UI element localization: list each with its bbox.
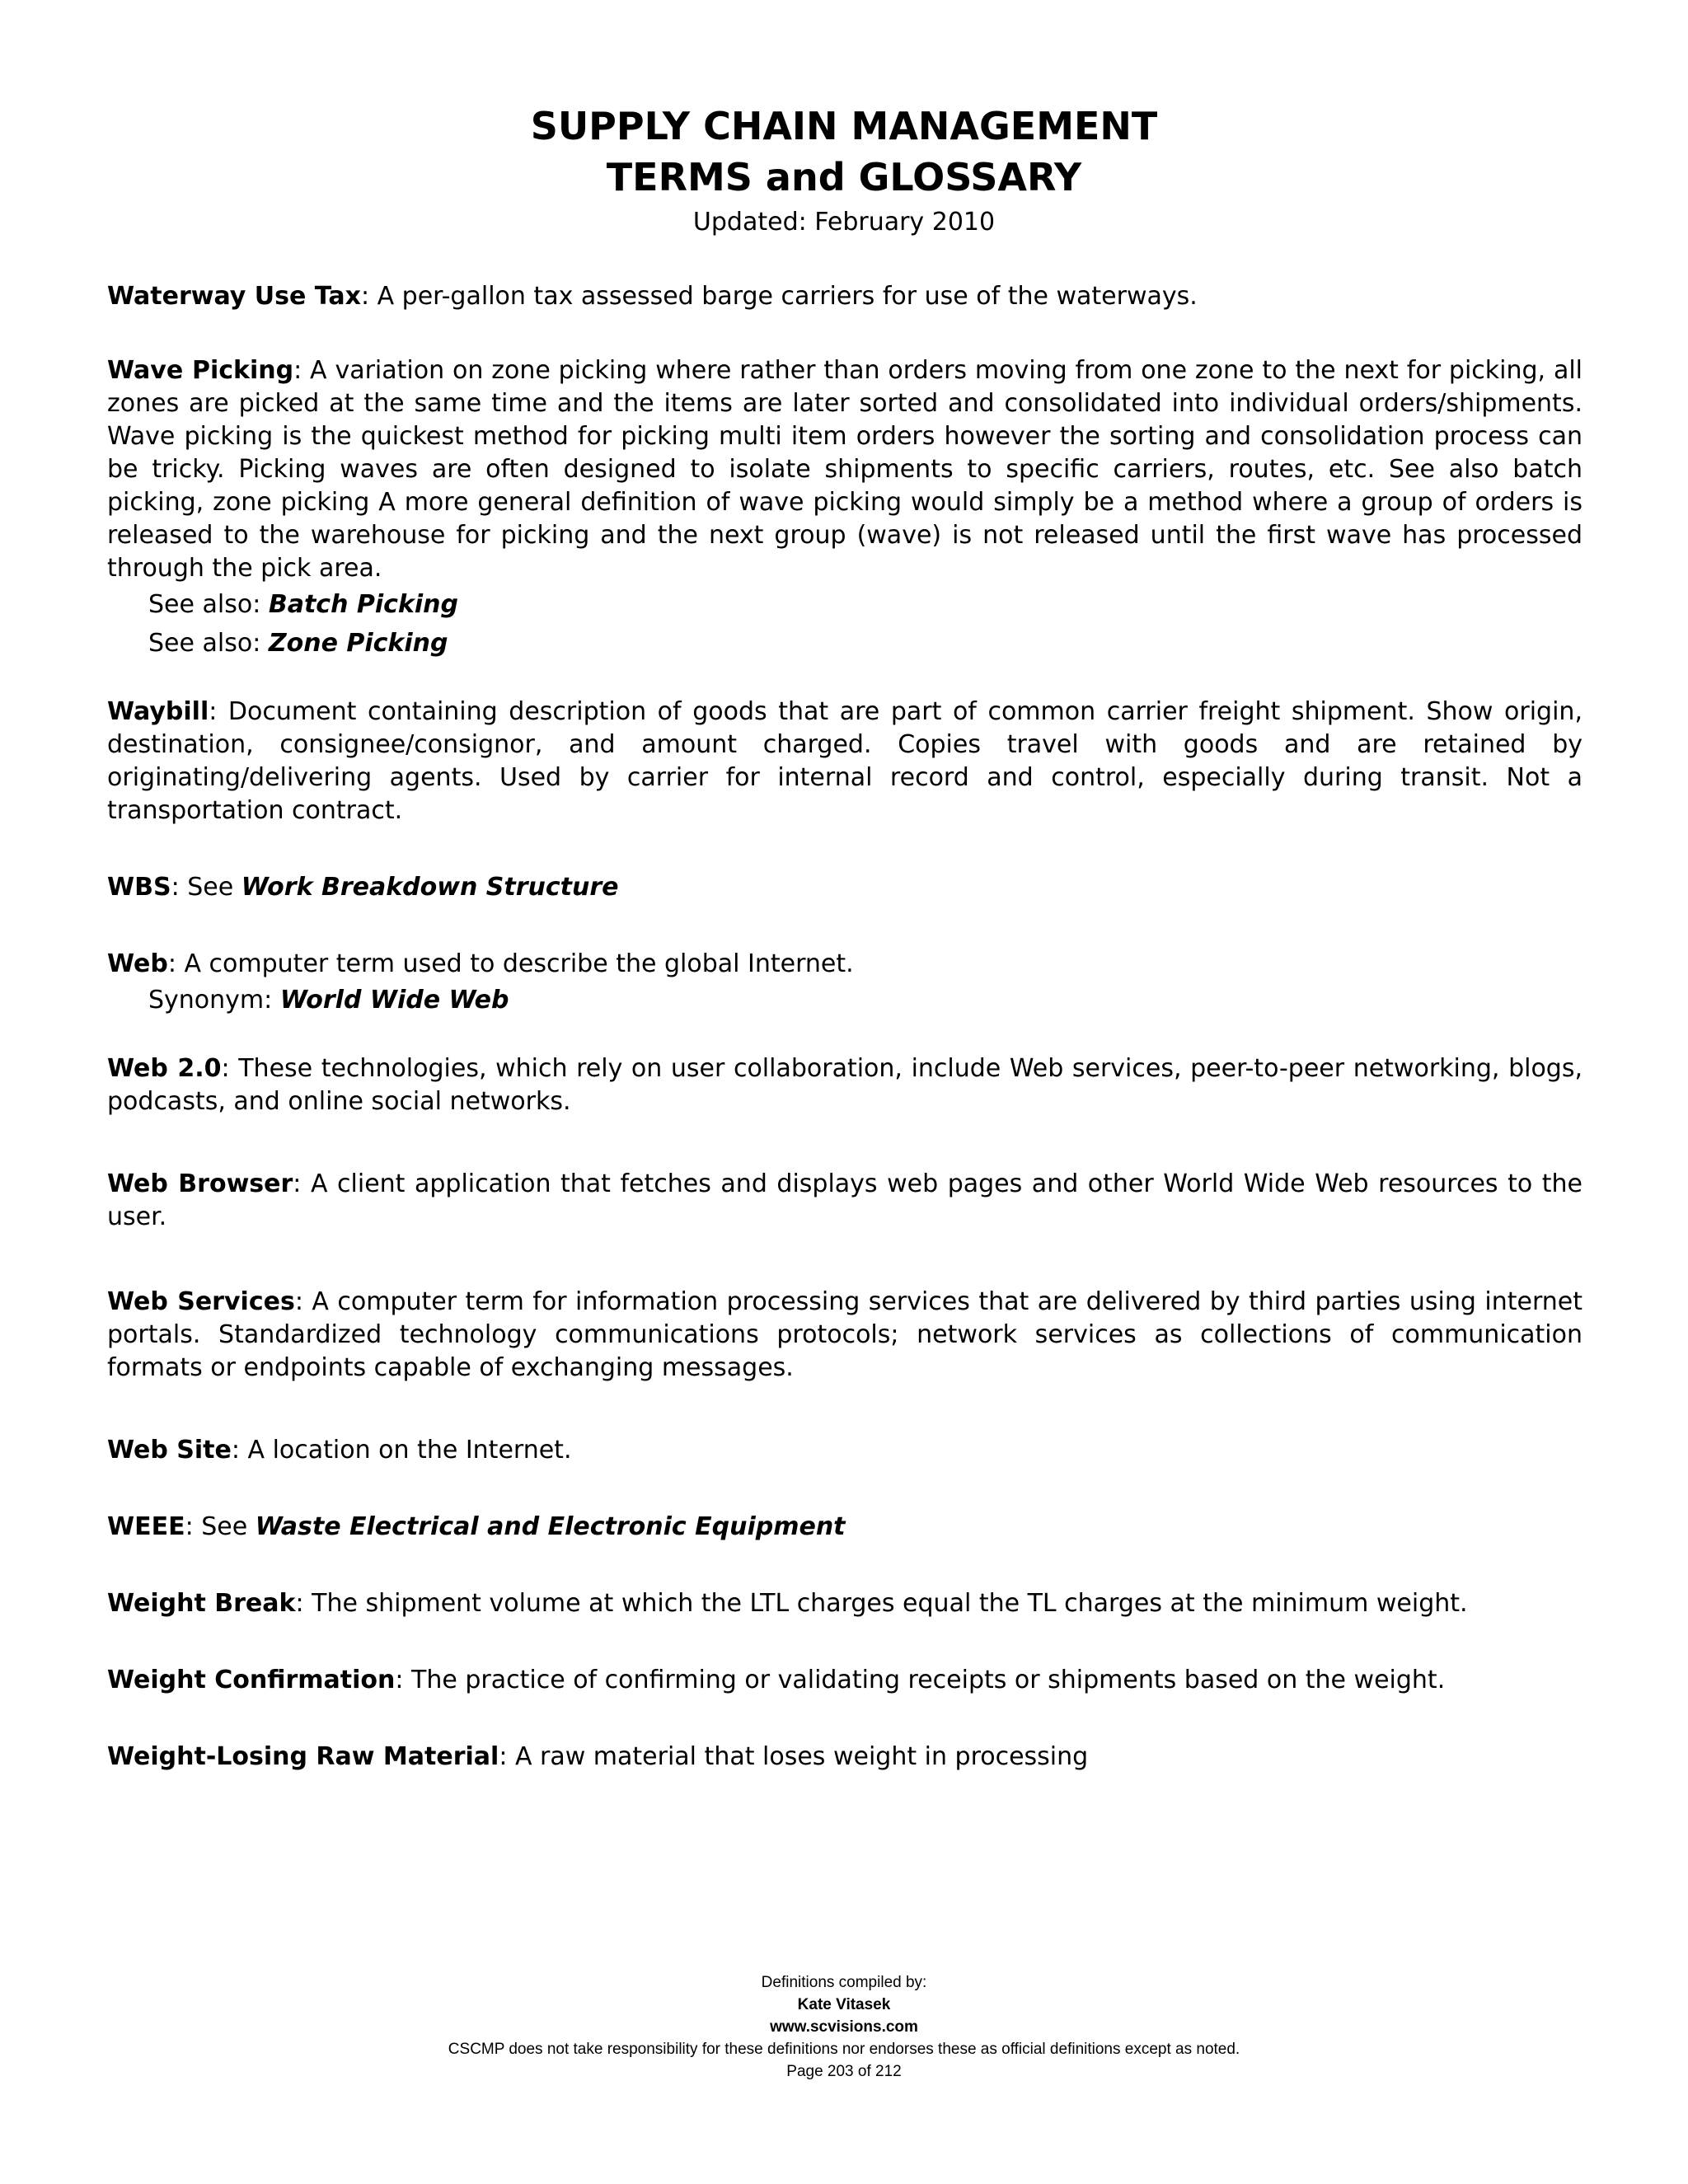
glossary-entry-web-site bbox=[107, 1434, 1582, 1467]
glossary-entry-web-services bbox=[107, 1286, 1582, 1385]
author-name: Kate Vitasek bbox=[797, 1996, 891, 2013]
definition: : The practice of confirming or validating receipts or shipments based on the weight. bbox=[395, 1666, 1446, 1694]
glossary-entry-weee bbox=[107, 1511, 1582, 1544]
glossary-entry-wbs bbox=[107, 871, 1582, 904]
glossary-entry-weight-confirmation bbox=[107, 1664, 1582, 1697]
see-also-label: See also: bbox=[148, 629, 269, 658]
definition: : A variation on zone picking where rather than orders moving from one zone to the next for picking, all zones are picked at the same time and the items are later sorted and consolidated into individual orders/shipments. Wave picking is the quickest method for picking multi item orders however the sorting and consolidation process can be tricky. Picking waves are often designed to isolate shipments to specific carriers, routes, etc. See also batch picking, zone picking A more general definition of wave picking would simply be a method where a group of orders is released to the warehouse for picking and the next group (wave) is not released until the first wave has processed through the pick area. bbox=[107, 356, 1583, 583]
see-also-link-batch-picking[interactable]: Batch Picking bbox=[268, 590, 458, 619]
term: Weight Confirmation bbox=[107, 1666, 396, 1694]
definition: : A per-gallon tax assessed barge carriers for use of the waterways. bbox=[360, 282, 1198, 311]
see-link-waste-electrical-equipment[interactable]: Waste Electrical and Electronic Equipment bbox=[255, 1512, 846, 1541]
synonym-label: Synonym: bbox=[148, 986, 280, 1015]
see-prefix: : See bbox=[171, 873, 241, 902]
see-also-line bbox=[107, 585, 1582, 624]
term: Web Site bbox=[107, 1436, 232, 1465]
term: Weight Break bbox=[107, 1589, 296, 1618]
glossary-entry-weight-losing-raw-material bbox=[107, 1741, 1582, 1774]
synonym-line bbox=[107, 981, 1582, 1019]
term: Wave Picking bbox=[107, 356, 294, 385]
website-link[interactable]: www.scvisions.com bbox=[770, 2018, 918, 2036]
page-number: Page 203 of 212 bbox=[786, 2063, 902, 2080]
term: Weight-Losing Raw Material bbox=[107, 1742, 499, 1771]
definition: : A client application that fetches and displays web pages and other World Wide Web resources to the user. bbox=[107, 1169, 1582, 1231]
definition: : The shipment volume at which the LTL charges equal the TL charges at the minimum weight. bbox=[295, 1589, 1468, 1618]
glossary-entry-web-2-0 bbox=[107, 1052, 1582, 1118]
definition: : A raw material that loses weight in processing bbox=[499, 1742, 1089, 1771]
glossary-entry-web bbox=[107, 948, 1582, 1019]
glossary-entry-wave-picking bbox=[107, 354, 1582, 663]
disclaimer: CSCMP does not take responsibility for these definitions nor endorses these as official definitions except as noted. bbox=[448, 2041, 1240, 2058]
see-prefix: : See bbox=[185, 1512, 256, 1541]
page-footer bbox=[0, 1971, 1688, 2083]
term: Web bbox=[107, 949, 168, 978]
see-link-work-breakdown-structure[interactable]: Work Breakdown Structure bbox=[241, 873, 619, 902]
updated-date: Updated: February 2010 bbox=[692, 208, 996, 237]
glossary-entry-weight-break bbox=[107, 1587, 1582, 1620]
glossary-entry-waybill bbox=[107, 696, 1582, 827]
synonym-link-world-wide-web[interactable]: World Wide Web bbox=[279, 986, 509, 1015]
page-title-line-2: TERMS and GLOSSARY bbox=[606, 155, 1082, 199]
term: Waybill bbox=[107, 697, 209, 726]
term: Web 2.0 bbox=[107, 1054, 222, 1083]
definition: : A computer term used to describe the global Internet. bbox=[167, 949, 854, 978]
term: Web Browser bbox=[107, 1169, 293, 1198]
definition: : A computer term for information processing services that are delivered by third parties using internet portals. Standardized technology communications protocols; network services as collections of communication formats or endpoints capable of exchanging messages. bbox=[107, 1287, 1582, 1382]
page-title-line-1: SUPPLY CHAIN MANAGEMENT bbox=[530, 104, 1158, 148]
glossary-entry-web-browser bbox=[107, 1168, 1582, 1234]
glossary-list bbox=[107, 280, 1582, 1774]
term: Web Services bbox=[107, 1287, 295, 1316]
definition: : Document containing description of goods that are part of common carrier freight shipment. Show origin, destination, consignee/consignor, and amount charged. Copies travel with goods and are retained by originating/delivering agents. Used by carrier for internal record and control, especially during transit. Not a transportation contract. bbox=[107, 697, 1582, 825]
definition: : A location on the Internet. bbox=[231, 1436, 572, 1465]
see-also-link-zone-picking[interactable]: Zone Picking bbox=[268, 629, 448, 658]
glossary-entry-waterway-use-tax bbox=[107, 280, 1582, 313]
term: WBS bbox=[107, 873, 171, 902]
compiled-by-label: Definitions compiled by: bbox=[761, 1974, 927, 1991]
term: Waterway Use Tax bbox=[107, 282, 361, 311]
term: WEEE bbox=[107, 1512, 185, 1541]
page-header bbox=[0, 101, 1688, 241]
see-also-line bbox=[107, 624, 1582, 663]
definition: : These technologies, which rely on user collaboration, include Web services, peer-to-peer networking, blogs, podcasts, and online social networks. bbox=[107, 1054, 1583, 1116]
see-also-label: See also: bbox=[148, 590, 269, 619]
